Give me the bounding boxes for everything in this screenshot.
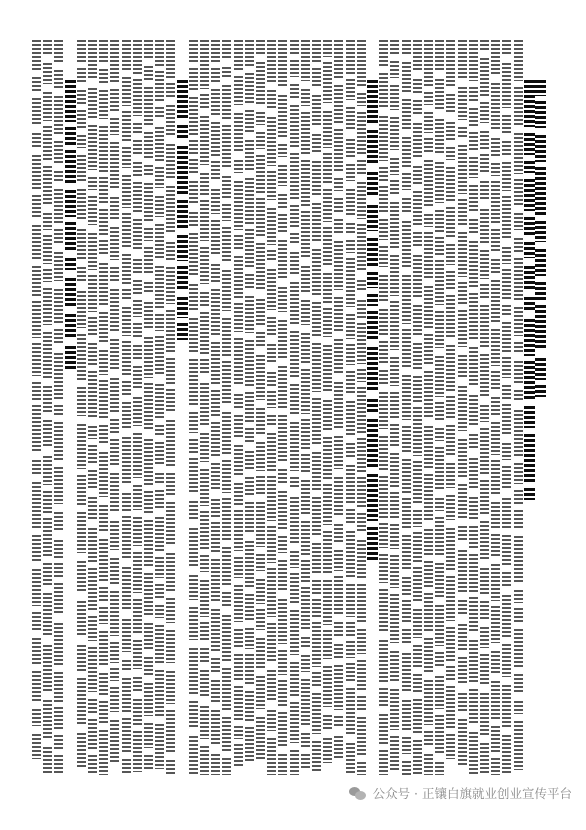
- text-column: [176, 40, 188, 775]
- text-column: [108, 40, 120, 775]
- text-column: [400, 40, 412, 775]
- text-column: [198, 40, 210, 775]
- text-column: [142, 40, 154, 775]
- text-column: [332, 40, 344, 775]
- text-column: [187, 40, 199, 775]
- text-column: [489, 40, 501, 775]
- text-column: [523, 40, 535, 775]
- text-column: [288, 40, 300, 775]
- text-column: [64, 40, 76, 775]
- text-column: [75, 40, 87, 775]
- text-column: [209, 40, 221, 775]
- text-column: [254, 40, 266, 775]
- text-column: [444, 40, 456, 775]
- text-column: [456, 40, 468, 775]
- text-column: [120, 40, 132, 775]
- watermark-text: 公众号 · 正镶白旗就业创业宣传平台: [372, 786, 572, 801]
- text-column: [276, 40, 288, 775]
- text-column: [310, 40, 322, 775]
- text-column: [86, 40, 98, 775]
- text-column: [265, 40, 277, 775]
- text-column: [243, 40, 255, 775]
- text-column: [131, 40, 143, 775]
- text-column: [467, 40, 479, 775]
- text-column: [478, 40, 490, 775]
- text-column: [220, 40, 232, 775]
- text-column: [377, 40, 389, 775]
- text-column: [153, 40, 165, 775]
- text-column: [512, 40, 524, 775]
- text-column: [321, 40, 333, 775]
- text-column: [433, 40, 445, 775]
- text-column: [52, 40, 64, 775]
- text-column: [299, 40, 311, 775]
- wechat-icon: [349, 786, 367, 801]
- text-column: [534, 40, 546, 775]
- text-column: [41, 40, 53, 775]
- text-column: [366, 40, 378, 775]
- text-column: [355, 40, 367, 775]
- text-column: [388, 40, 400, 775]
- watermark: [349, 784, 572, 802]
- text-column: [344, 40, 356, 775]
- text-column: [411, 40, 423, 775]
- text-column: [232, 40, 244, 775]
- text-column: [500, 40, 512, 775]
- text-column: [30, 40, 42, 775]
- text-column: [164, 40, 176, 775]
- text-column: [97, 40, 109, 775]
- text-column: [422, 40, 434, 775]
